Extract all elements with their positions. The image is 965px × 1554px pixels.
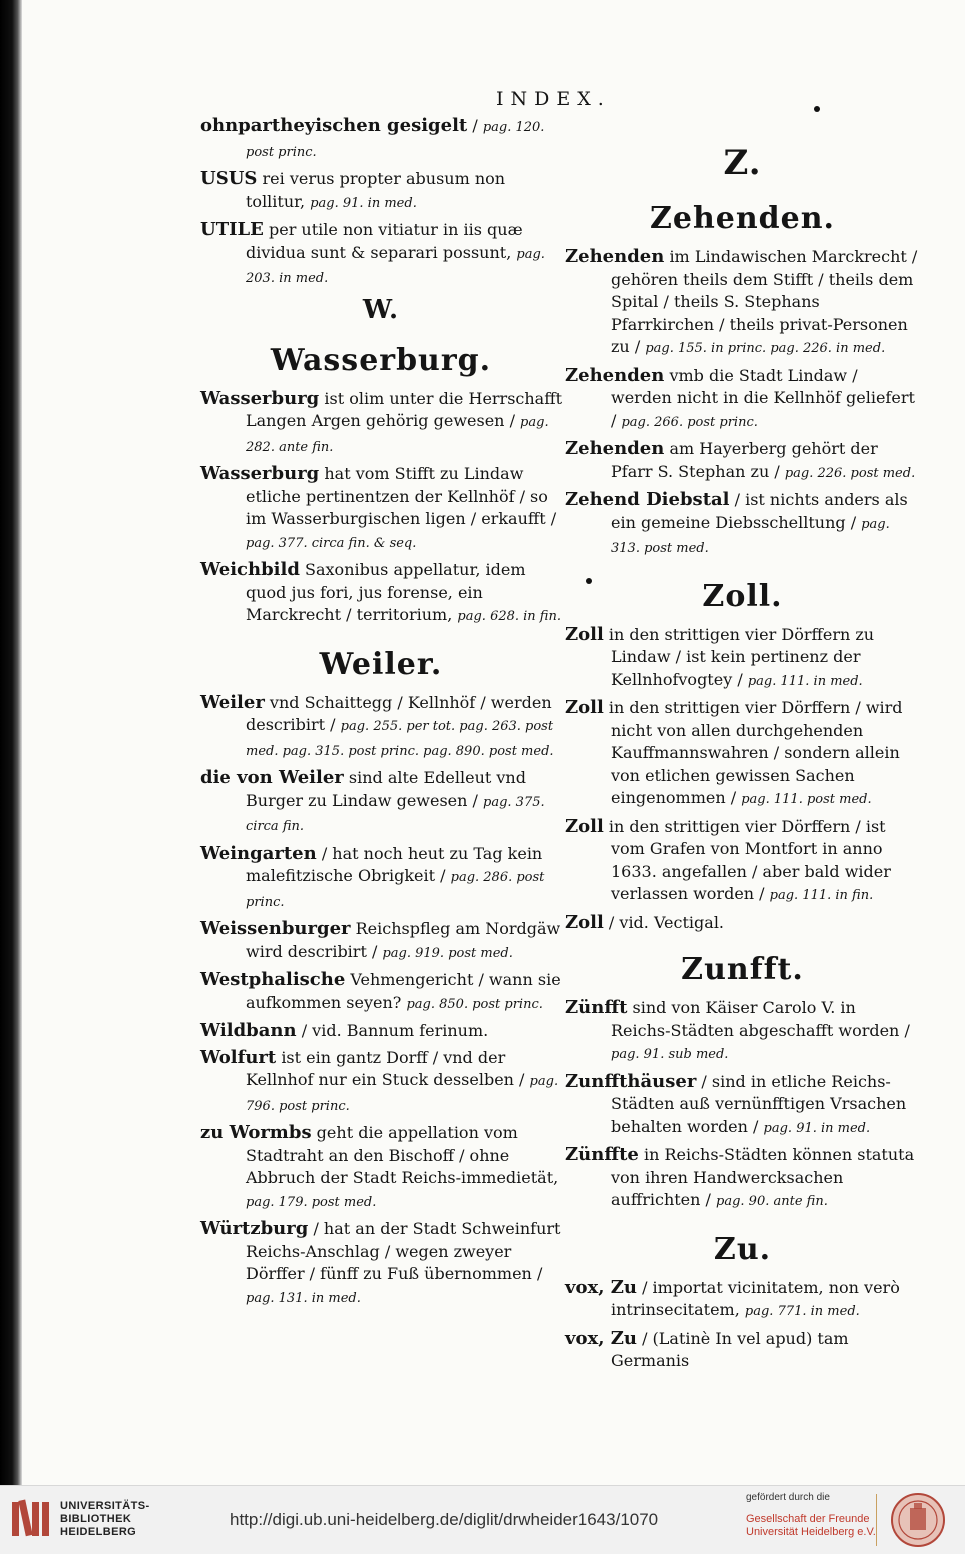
entry-text: Saxonibus appellatur, idem quod jus fori, jus forense, ein Marckrecht / territorium,	[246, 560, 526, 624]
entry-headword: Zehenden	[565, 364, 665, 386]
university-library-name: UNIVERSITÄTS- BIBLIOTHEK HEIDELBERG	[60, 1500, 150, 1538]
index-entry	[200, 559, 562, 629]
entry-headword: Zehend Diebstal	[565, 489, 730, 510]
page-reference: pag. 179. post med.	[246, 1194, 377, 1210]
index-entry	[565, 1071, 920, 1141]
page-reference: pag. 91. sub med.	[611, 1047, 729, 1062]
book-spine-shadow	[0, 0, 22, 1485]
right-column	[565, 115, 920, 1377]
entry-text: rei verus propter abusum non tollitur,	[246, 169, 506, 211]
index-entry	[200, 463, 562, 555]
entry-headword: Weissenburger	[200, 918, 351, 939]
index-entry	[565, 697, 920, 812]
page-reference: pag. 796. post princ.	[246, 1074, 559, 1114]
page-reference: pag. 111. in fin.	[769, 888, 874, 903]
index-entry	[565, 1328, 920, 1373]
entry-text: ist ein gantz Dorff / vnd der Kellnhof nur ein Stuck desselben /	[246, 1047, 525, 1089]
footer-bar	[0, 1485, 965, 1554]
section-heading: W.	[362, 294, 400, 325]
footer-divider	[876, 1494, 877, 1546]
entry-text: im Lindawischen Marckrecht / gehören theils dem Stifft / theils dem Spital / theils S. Stephans Pfarrkirchen / theils privat-Personen zu /	[611, 247, 918, 356]
entry-text: am Hayerberg gehört der Pfarr S. Stephan zu /	[611, 439, 878, 481]
section-heading: Zunfft.	[681, 952, 804, 987]
entry-text: / hat noch heut zu Tag kein malefitzische Obrigkeit /	[246, 843, 543, 885]
entry-text: / ist nichts anders als ein gemeine Diebsschelltung /	[611, 490, 908, 532]
entry-headword: Zoll	[565, 623, 604, 645]
index-entry	[200, 969, 562, 1016]
left-column	[200, 115, 562, 1314]
entry-headword: Wasserburg	[200, 463, 320, 484]
index-entry	[565, 816, 920, 908]
page-reference: pag. 226. post med.	[784, 465, 916, 481]
entry-headword: Zünffte	[565, 1144, 639, 1165]
page-reference: pag. 282. ante fin.	[246, 415, 549, 455]
index-entry	[200, 115, 562, 164]
index-entry	[565, 997, 920, 1067]
entry-text: in den strittigen vier Dörffern / ist vom Grafen von Montfort in anno 1633. angefallen / aber bald wider verlassen worden /	[608, 816, 891, 903]
section-heading: Wasserburg.	[270, 342, 492, 378]
entry-text: / (Latinè In vel apud) tam Germanis	[611, 1328, 849, 1370]
entry-text: / hat an der Stadt Schweinfurt Reichs-Anschlag / wegen zweyer Dörffer / fünff zu Fuß übernommen /	[246, 1219, 561, 1283]
page-reference: pag. 203. in med.	[246, 246, 545, 286]
entry-headword: die von Weiler	[200, 767, 344, 788]
entry-text: in Reichs-Städten können statuta von ihren Handwercksachen auffrichten /	[611, 1145, 915, 1209]
entry-headword: Zehenden	[565, 246, 665, 267]
entry-headword: Wolfurt	[200, 1046, 277, 1068]
entry-headword: UTILE	[200, 219, 264, 240]
entry-headword: Wildbann	[200, 1020, 297, 1041]
university-library-logo-icon	[10, 1496, 54, 1540]
entry-text: sind alte Edelleut vnd Burger zu Lindaw gewesen /	[246, 768, 526, 810]
page-reference: pag. 377. circa fin. & seq.	[246, 535, 417, 551]
page-reference: pag. 111. in med.	[747, 673, 863, 689]
page-reference: pag. 91. in med.	[763, 1120, 871, 1136]
index-entry	[200, 219, 562, 291]
page-reference: pag. 850. post princ.	[406, 996, 543, 1012]
index-entry	[200, 918, 562, 965]
index-entry	[200, 168, 562, 215]
entry-headword: Zünfft	[565, 997, 628, 1018]
page-reference: pag. 771. in med.	[744, 1304, 860, 1319]
entry-text: geht die appellation vom Stadtraht an den Bischoff / ohne Abbruch der Stadt Reichs-immedietät,	[246, 1123, 559, 1187]
entry-headword: Zehenden	[565, 438, 665, 459]
entry-headword: Weiler	[200, 691, 265, 713]
entry-text: vnd Schaittegg / Kellnhöf / werden describirt /	[246, 692, 552, 734]
entry-headword: Zoll	[565, 911, 604, 933]
index-entry	[200, 1122, 562, 1214]
ink-spot	[814, 106, 820, 112]
entry-headword: zu Wormbs	[200, 1122, 312, 1143]
index-entry	[200, 767, 562, 839]
index-entry	[565, 624, 920, 694]
page-reference: pag. 91. in med.	[310, 195, 417, 211]
entry-text: vmb die Stadt Lindaw / werden nicht in die Kellnhöf geliefert /	[611, 365, 915, 430]
page-reference: pag. 286. post princ.	[246, 870, 545, 910]
page-header-index: INDEX.	[496, 88, 611, 110]
index-entry	[200, 692, 562, 764]
index-entry	[200, 843, 562, 915]
entry-headword: Westphalische	[200, 969, 346, 990]
entry-text: / vid. Vectigal.	[608, 912, 725, 932]
index-entry	[565, 912, 920, 935]
entry-headword: Wasserburg	[200, 387, 320, 409]
page-reference: pag. 313. post med.	[611, 516, 890, 556]
entry-text: per utile non vitiatur in iis quæ dividua sunt & separari possunt,	[246, 220, 523, 262]
index-entry	[200, 1020, 562, 1043]
source-url-link[interactable]: http://digi.ub.uni-heidelberg.de/diglit/drwheider1643/1070	[230, 1510, 659, 1529]
section-heading: Zehenden.	[649, 201, 835, 236]
entry-text: Reichspfleg am Nordgäw wird describirt /	[246, 919, 561, 961]
entry-text: hat vom Stifft zu Lindaw etliche pertinentzen der Kellnhöf / so im Wasserburgischen ligen / erkaufft /	[246, 464, 557, 528]
page-reference: pag. 111. post med.	[741, 792, 872, 807]
entry-text: /	[472, 116, 483, 135]
entry-headword: USUS	[200, 168, 258, 189]
page-reference: pag. 919. post med.	[382, 945, 513, 961]
index-entry	[565, 489, 920, 561]
entry-text: sind von Käiser Carolo V. in Reichs-Städten abgeschafft worden /	[611, 998, 910, 1040]
entry-text: / vid. Bannum ferinum.	[301, 1021, 489, 1040]
page-reference: pag. 266. post princ.	[621, 414, 758, 430]
funded-by-label: gefördert durch die	[746, 1492, 830, 1503]
entry-text: in den strittigen vier Dörffern / wird nicht von allen durchgehenden Kauffmannswahren / sondern allein von etlichen gewissen Sachen eingenommen /	[608, 698, 903, 807]
index-entry	[565, 246, 920, 361]
page-reference: pag. 255. per tot. pag. 263. post med. pag. 315. post princ. pag. 890. post med.	[246, 719, 554, 759]
page-reference: pag. 90. ante fin.	[716, 1194, 828, 1209]
entry-headword: vox, Zu	[565, 1276, 637, 1298]
index-entry	[565, 1277, 920, 1324]
section-heading: Zoll.	[702, 578, 783, 614]
entry-headword: Würtzburg	[200, 1218, 309, 1239]
entry-headword: Zoll	[565, 815, 604, 837]
entry-text: / importat vicinitatem, non verò intrinsecitatem,	[611, 1277, 900, 1319]
section-heading: Z.	[723, 143, 762, 183]
index-entry	[200, 388, 562, 460]
entry-text: in den strittigen vier Dörffern zu Lindaw / ist kein pertinenz der Kellnhofvogtey /	[608, 624, 875, 689]
ink-spot	[586, 578, 592, 584]
society-seal-icon	[890, 1492, 946, 1548]
section-heading: Weiler.	[319, 646, 443, 682]
index-entry	[565, 365, 920, 435]
index-entry	[565, 1144, 920, 1214]
page-reference: pag. 375. circa fin.	[246, 794, 545, 834]
entry-headword: Zoll	[565, 697, 604, 718]
entry-headword: Weichbild	[200, 559, 300, 580]
section-heading: Zu.	[713, 1231, 772, 1267]
index-entry	[200, 1047, 562, 1119]
page-reference: pag. 155. in princ. pag. 226. in med.	[645, 341, 886, 356]
index-entry	[200, 1218, 562, 1310]
page-reference: pag. 131. in med.	[246, 1290, 361, 1306]
entry-text: / sind in etliche Reichs-Städten auß vernünfftigen Vrsachen behalten worden /	[611, 1071, 907, 1136]
page-reference: pag. 628. in fin.	[457, 609, 561, 624]
entry-text: Vehmengericht / wann sie aufkommen seyen?	[246, 970, 561, 1012]
entry-headword: ohnpartheyischen gesigelt	[200, 115, 468, 136]
index-entry	[565, 438, 920, 485]
entry-headword: Weingarten	[200, 842, 317, 864]
entry-text: ist olim unter die Herrschafft Langen Argen gehörig gewesen /	[246, 388, 563, 430]
entry-headword: vox, Zu	[565, 1327, 637, 1349]
page-reference: pag. 120. post princ.	[246, 120, 545, 160]
sponsor-society-name[interactable]: Gesellschaft der Freunde Universität Heidelberg e.V.	[746, 1513, 876, 1538]
entry-headword: Zunffthäuser	[565, 1070, 697, 1092]
